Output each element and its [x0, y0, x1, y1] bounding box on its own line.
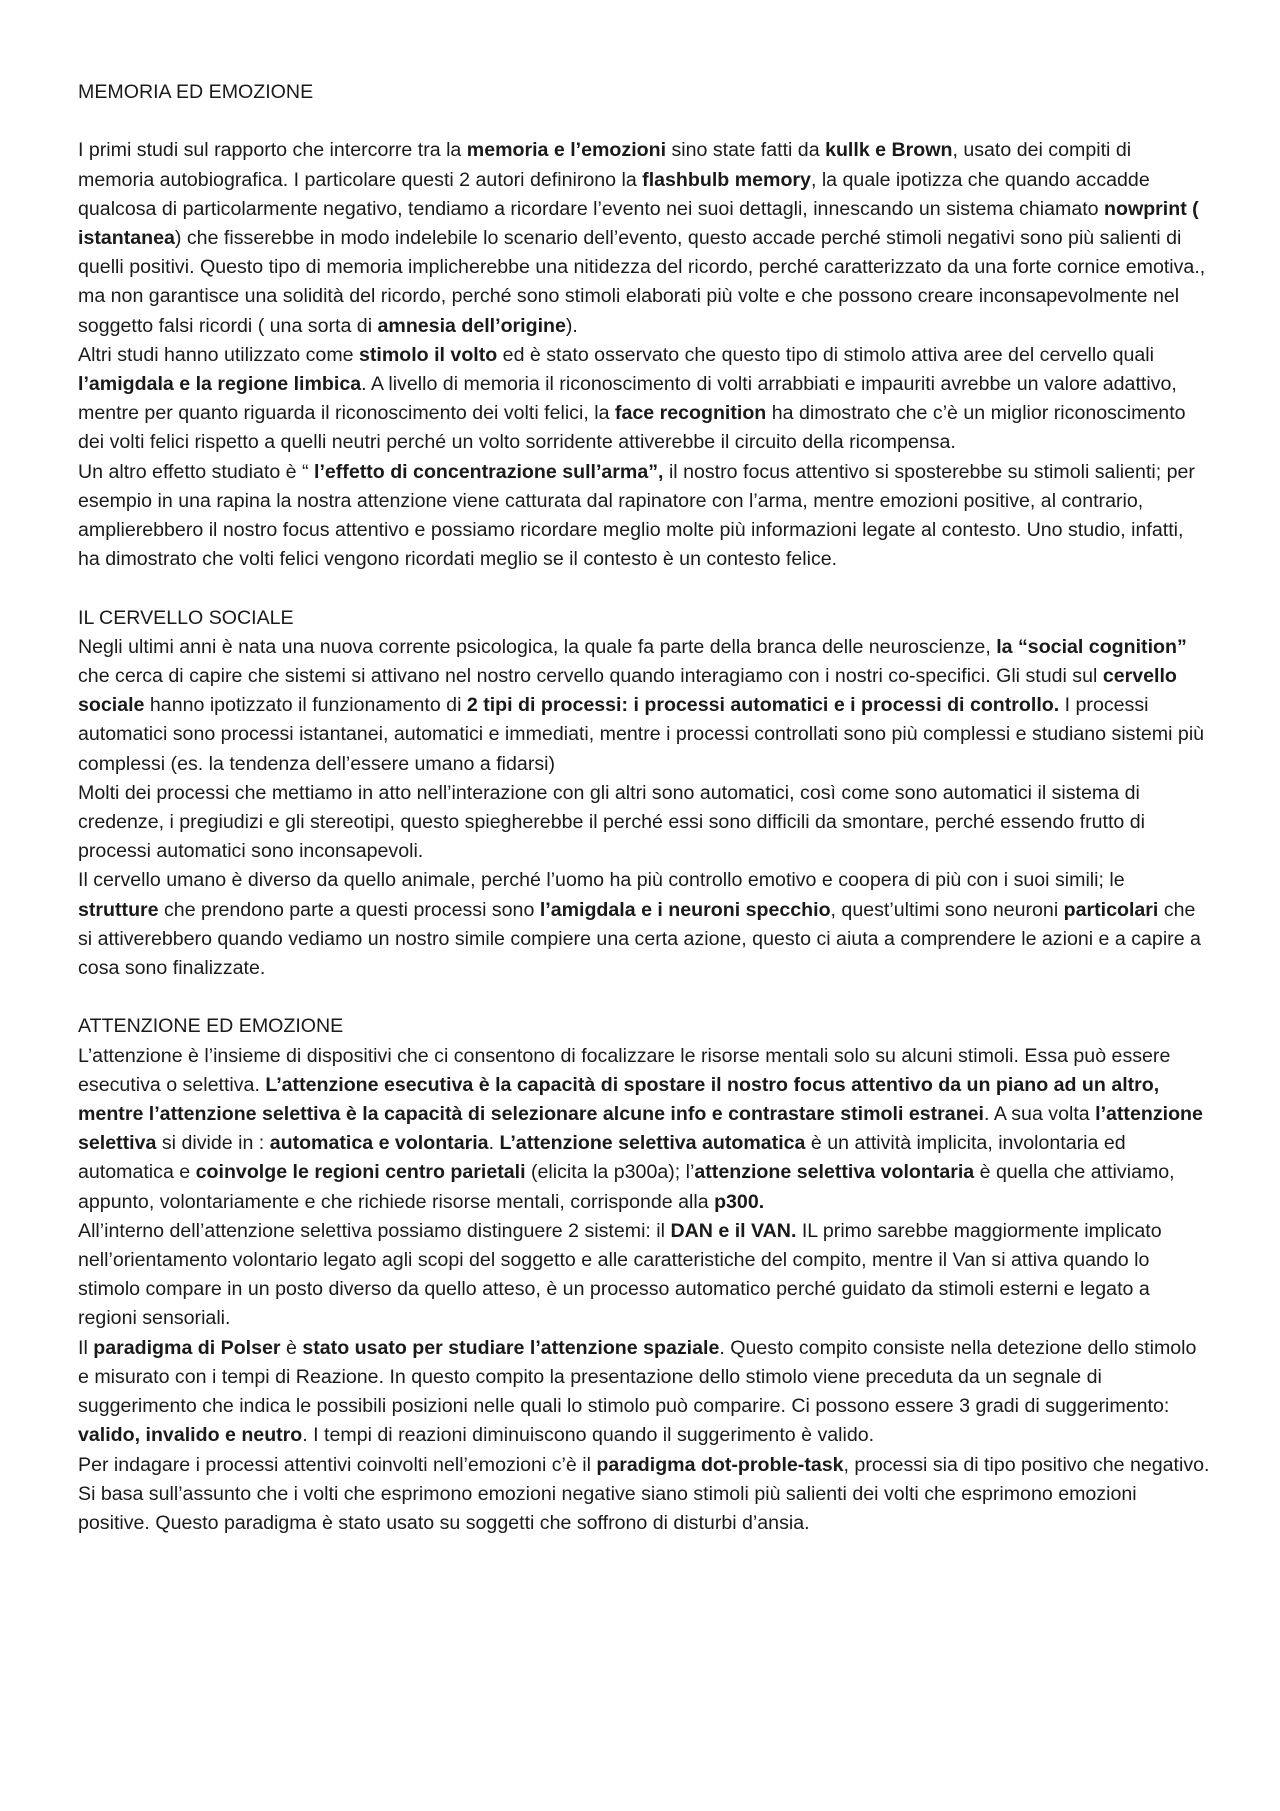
bold-text: particolari: [1063, 898, 1159, 921]
bold-text: flashbulb memory: [642, 168, 811, 191]
bold-text: paradigma dot-proble-task: [596, 1453, 844, 1476]
bold-text: memoria e l’emozioni: [466, 139, 667, 162]
text-run: che si attiverebbero quando vediamo un nostro simile compiere una certa azione, questo ci aiuta a comprendere le azioni e a capire a cosa sono finalizzate.: [78, 898, 1201, 980]
bold-text: L’attenzione esecutiva è la capacità di spostare il nostro focus attentivo da un piano ad un altro, mentre l’attenzione selettiva è la capacità di selezionare alcune info e contrastare stimoli estranei: [78, 1073, 1160, 1126]
bold-text: 2 tipi di processi: i processi automatici e i processi di controllo.: [466, 694, 1060, 717]
paragraph: [78, 779, 1210, 867]
text-run: ha dimostrato che c’è un miglior riconoscimento dei volti felici rispetto a quelli neutri perché un volto sorridente attiverebbe il circuito della ricompensa.: [78, 402, 1186, 454]
bold-text: valido, invalido e neutro: [78, 1424, 303, 1447]
text-run: , quest’ultimi sono neuroni: [830, 898, 1064, 921]
bold-text: l’attenzione selettiva: [78, 1103, 1203, 1155]
text-run: è un attività implicita, involontaria ed automatica e: [78, 1132, 1126, 1184]
bold-text: la “social cognition”: [996, 635, 1187, 658]
bold-text: kullk e Brown: [825, 139, 953, 162]
text-run: è: [280, 1336, 303, 1359]
section-heading: MEMORIA ED EMOZIONE: [78, 81, 314, 103]
text-run: .: [488, 1132, 500, 1155]
text-run: . Questo compito consiste nella detezione dello stimolo e misurato con i tempi di Reazione. In questo compito la presentazione dello stimolo viene preceduta da un segnale di suggerimento che indica le possibili posizioni nelle quali lo stimolo può comparire. Ci possono essere 3 gradi di suggerimento:: [78, 1336, 1197, 1418]
bold-text: stimolo il volto: [358, 343, 498, 366]
text-run: Per indagare i processi attentivi coinvolti nell’emozioni c’è il: [78, 1453, 597, 1476]
text-run: ) che fisserebbe in modo indelebile lo scenario dell’evento, questo accade perché stimoli negativi sono più salienti di quelli positivi. Questo tipo di memoria implicherebbe una nitidezza del ricordo, perché caratterizzato da una forte cornice emotiva., ma non garantisce una solidità del ricordo, perché sono stimoli elaborati più volte e che possono creare inconsapevolmente nel soggetto falsi ricordi ( una sorta di: [78, 227, 1206, 337]
bold-text: face recognition: [614, 402, 767, 425]
section-heading: IL CERVELLO SOCIALE: [78, 606, 294, 629]
paragraph: [78, 1042, 1210, 1217]
paragraph: [78, 866, 1210, 983]
text-run: Negli ultimi anni è nata una nuova corrente psicologica, la quale fa parte della branca delle neuroscienze,: [78, 635, 997, 658]
bold-text: cervello sociale: [78, 665, 1177, 717]
paragraph: [78, 1334, 1210, 1451]
text-run: L’attenzione è l’insieme di dispositivi che ci consentono di focalizzare le risorse mentali solo su alcuni stimoli. Essa può essere esecutiva o selettiva.: [78, 1044, 1171, 1096]
text-run: IL primo sarebbe maggiormente implicato nell’orientamento volontario legato agli scopi del soggetto e alle caratteristiche del compito, mentre il Van si attiva quando lo stimolo compare in un posto diverso da quello atteso, è un processo automatico perché guidato da stimoli esterni e legato a regioni sensoriali.: [78, 1219, 1162, 1330]
bold-text: p300.: [714, 1190, 765, 1213]
bold-text: stato usato per studiare l’attenzione spaziale: [302, 1336, 720, 1359]
text-run: ).: [565, 314, 578, 337]
bold-text: nowprint ( istantanea: [78, 197, 1199, 249]
bold-text: DAN e il VAN.: [670, 1219, 797, 1242]
text-run: , processi sia di tipo positivo che negativo. Si basa sull’assunto che i volti che esprimono emozioni negative siano stimoli più salienti dei volti che esprimono emozioni positive. Questo paradigma è stato usato su soggetti che soffrono di disturbi d’ansia.: [78, 1453, 1210, 1534]
text-run: è quella che attiviamo, appunto, volontariamente e che richiede risorse mentali, corrisponde alla: [78, 1161, 1175, 1213]
text-run: Il: [78, 1336, 94, 1359]
text-run: Molti dei processi che mettiamo in atto nell’interazione con gli altri sono automatici, così come sono automatici il sistema di credenze, i pregiudizi e gli stereotipi, questo spiegherebbe il perché essi sono difficili da smontare, perché essendo frutto di processi automatici sono inconsapevoli.: [78, 781, 1146, 863]
paragraph: [78, 633, 1210, 779]
text-run: . I tempi di reazioni diminuiscono quando il suggerimento è valido.: [302, 1424, 875, 1447]
section-spacer: [78, 983, 1210, 1012]
bold-text: l’amigdala e i neuroni specchio: [539, 898, 831, 921]
section-spacer: [78, 574, 1210, 603]
section-heading: ATTENZIONE ED EMOZIONE: [78, 1015, 344, 1038]
text-run: I primi studi sul rapporto che intercorre tra la: [78, 139, 467, 162]
bold-text: l’amigdala e la regione limbica: [78, 373, 362, 396]
text-run: che cerca di capire che sistemi si attivano nel nostro cervello quando interagiamo con i nostri co-specifici. Gli studi sul: [78, 665, 1103, 688]
bold-text: coinvolge le regioni centro parietali: [195, 1161, 526, 1184]
text-run: il nostro focus attentivo si sposterebbe su stimoli salienti; per esempio in una rapina la nostra attenzione viene catturata dal rapinatore con l’arma, mentre emozioni positive, al contrario, amplierebbero il nostro focus attentivo e possiamo ricordare meglio molte più informazioni legate al contesto. Uno studio, infatti, ha dimostrato che volti felici vengono ricordati meglio se il contesto è un contesto felice.: [78, 460, 1195, 571]
bold-text: automatica e volontaria: [269, 1132, 489, 1155]
text-run: , usato dei compiti di memoria autobiografica. I particolare questi 2 autori definirono la: [78, 139, 1132, 191]
bold-text: paradigma di Polser: [93, 1336, 281, 1359]
text-run: hanno ipotizzato il funzionamento di: [144, 694, 467, 717]
text-run: I processi automatici sono processi istantanei, automatici e immediati, mentre i processi controllati sono più complessi e studiano sistemi più complessi (es. la tendenza dell’essere umano a fidarsi): [78, 694, 1205, 775]
paragraph: [78, 341, 1210, 458]
paragraph: [78, 136, 1210, 340]
text-run: Il cervello umano è diverso da quello animale, perché l’uomo ha più controllo emotivo e coopera di più con i suoi simili; le: [78, 869, 1125, 892]
bold-text: strutture: [78, 898, 159, 921]
text-run: ed è stato osservato che questo tipo di stimolo attiva aree del cervello quali: [497, 343, 1154, 366]
bold-text: attenzione selettiva volontaria: [694, 1161, 975, 1184]
text-run: che prendono parte a questi processi sono: [158, 898, 540, 921]
heading-spacer: [78, 107, 1210, 136]
text-run: , la quale ipotizza che quando accadde qualcosa di particolarmente negativo, tendiamo a ricordare l’evento nei suoi dettagli, innescando un sistema chiamato: [78, 168, 1150, 220]
bold-text: amnesia dell’origine: [377, 314, 566, 337]
paragraph: [78, 458, 1210, 575]
text-run: si divide in :: [156, 1132, 270, 1155]
text-run: sino state fatti da: [666, 139, 826, 162]
text-run: Un altro effetto studiato è “: [78, 460, 314, 483]
text-run: All’interno dell’attenzione selettiva possiamo distinguere 2 sistemi: il: [78, 1219, 671, 1242]
text-run: (elicita la p300a); l’: [525, 1161, 695, 1184]
paragraph: [78, 1217, 1210, 1334]
bold-text: L’attenzione selettiva automatica: [499, 1132, 806, 1155]
bold-text: l’effetto di concentrazione sull’arma”,: [314, 460, 664, 483]
text-run: . A sua volta: [984, 1103, 1096, 1126]
text-run: Altri studi hanno utilizzato come: [78, 343, 359, 366]
text-run: . A livello di memoria il riconoscimento di volti arrabbiati e impauriti avrebbe un valore adattivo, mentre per quanto riguarda il riconoscimento dei volti felici, la: [78, 373, 1177, 425]
paragraph: [78, 1451, 1210, 1539]
